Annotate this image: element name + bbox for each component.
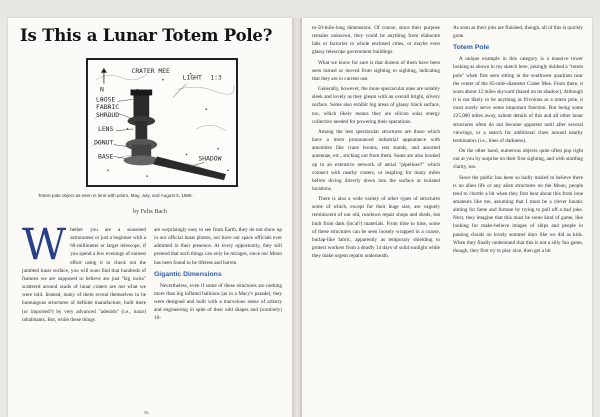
north-label: N	[99, 85, 104, 94]
crater-label: CRATER MEE	[131, 66, 170, 75]
page-number: 56	[144, 410, 149, 415]
left-column-1	[22, 220, 146, 326]
drop-cap: W	[22, 220, 67, 270]
fabric-label: FABRIC	[96, 103, 120, 112]
base-label: BASE	[98, 152, 114, 161]
paragraph	[22, 220, 146, 324]
left-column-2	[154, 226, 282, 325]
ratio-label: 1:3	[210, 73, 222, 82]
subhead-gigantic-dimensions: Gigantic Dimensions	[154, 270, 222, 278]
sketch-drawing	[88, 60, 236, 185]
paragraph: Since the public has been so badly misled to believe there is no alien life or any alien structures on the Moon, people tend to chortle a bit when they first hear about this from lone amateurs like me, assuming that I must be a clever lunatic aiming for fame and fortune by trying to pull off a bad joke. Next, they imagine that this must be some kind of game, like looking for make-believe images of ships and people in passing clouds on lovely summer days like we did as kids. When they finally understand that this is not a silly fun game, though, they first try to play nice, then get a bit	[453, 174, 583, 254]
lens-label: LENS	[98, 124, 114, 133]
book-gutter	[292, 18, 302, 417]
paragraph: are surprisingly easy to see from Earth, they do not show up in our official lunar photos, nor have our space officials ever admitted to their presence. At every opportunity, they still pretend that such things can only be mirages, since our Moon has been found to be lifeless and barren.	[154, 227, 282, 266]
paragraph: A unique example in this category is a massive tower looking as shown in my sketch here, jokingly dubbed a "totem pole" when first seen sitting in the southwest quadrant near the center of the 85-mile-diameter Crater Mee. From there, it soars about 12 miles skyward (based on its shadow). Although it is not likely to be anything as frivolous as a totem pole, it most surely serve some important function. But being some 225,000 miles away, salient details of this and all other lunar structures often do not become apparent until after several viewings, or a search for additional clues around nearby terminators (i.e., lines of darkness).	[453, 56, 583, 144]
paragraph: to-50-mile-long dimensions. Of course, since their purpose remains unknown, they could be anything from elaborate labs or factories to whole enclosed cities, or maybe even glassy telescope government buildings.	[312, 25, 440, 56]
totem-pole-sketch	[86, 58, 238, 187]
left-page	[8, 18, 292, 417]
subhead-totem-pole: Totem Pole	[453, 44, 490, 52]
article-title: Is This a Lunar Totem Pole?	[20, 26, 273, 45]
light-label: LIGHT	[182, 73, 202, 82]
figure-caption: Totem-pole object as seen in lens with prism, May, July, and August 5, 1985.	[38, 193, 193, 198]
right-page	[302, 18, 592, 417]
shroud-label: SHROUD	[96, 111, 120, 120]
donut-label: DONUT	[94, 138, 114, 147]
right-column-1	[312, 24, 440, 262]
paragraph: What we know for sure is that dozens of them have been seen turned or moved from sighting to sighting, indicating that they are in current use.	[312, 59, 440, 82]
paragraph-text: hether you are a seasoned astronomer or just a beginner with a 60-millimeter or larger telescope, if you spend a few evenings of earnest effort using it to check out the jumbled lunar surface, you will soon find that hundreds of features we are supposed to believe are just "big rocks" scattered around scads of lunar craters are not what we were told. Instead, many of them reveal themselves to be humungous structures of definite manufacture, built there (or imported?) by very advanced "adenids" (i.e., lunar) inhabitants. But, while these things	[22, 227, 146, 323]
paragraph: There is also a wide variety of other types of structures some of which, except for their huge size, are vaguely reminiscent of our old, rundown repair shops and sheds, but built from dark (local?) materials. From time to time, some of these structures can be seen loosely wrapped in a coarse, burlap-like fabric, apparently as temporary shielding to protect workers from a deadly 14 days of solid sunlight while they make urgent repairs underneath.	[312, 196, 440, 260]
loose-label: LOOSE	[96, 95, 116, 104]
paragraph: Among the less spectacular structures are those which have a more pronounced industrial appearance with amenities like crane booms, test stands, and assorted antennae, etc., sticking out from them. Some are also hooked up to an extensive network of aerial "pipelines?" which connect with nearby craters, or leapfrog for many miles before diving directly down into the surface at isolated locations.	[312, 128, 440, 192]
byline: by Felix Bach	[133, 209, 167, 215]
right-column-2	[453, 24, 583, 257]
paragraph: As soon as their jobs are finished, though, all of this is quickly gone.	[453, 25, 583, 40]
shadow-label: SHADOW	[198, 154, 222, 163]
paragraph: Generally, however, the more spectacular ones are notably sleek and lovely as they gleam with an overall bright, silvery surface. Some also exhibit big areas of glassy black surface, too, which likely means they are silicon solar energy collectors needed for powering their operations.	[312, 86, 440, 125]
paragraph: Nevertheless, even if some of these structures are nothing more than big inflated balloons (as in a Macy's parade), they were designed and built with a marvelous sense of artistry and engineering in spite of their odd shapes and (routinely) 10-	[154, 282, 282, 322]
paragraph: On the other hand, numerous objects quite often pop right out at you by surprise on their first sighting, and with startling clarity, too.	[453, 148, 583, 171]
